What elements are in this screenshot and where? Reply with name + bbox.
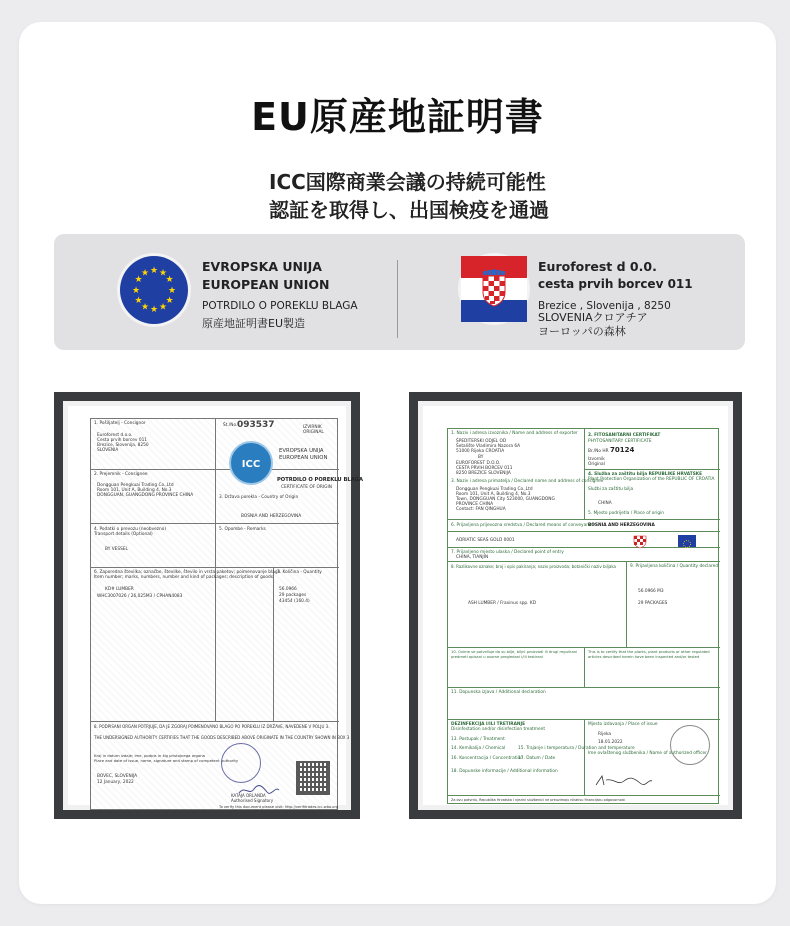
cl-place: BOVEC, SLOVENIJA xyxy=(97,774,138,779)
cr-treat-2: 14. Kemikalija / Chemical xyxy=(451,746,506,751)
cr-footer: Za ovu potvrdu, Republika Hrvatska i njezini službenici ne preuzimaju nikakvu financijsku odgovornost xyxy=(451,798,625,802)
cr-box7-label: 7. Prijavljeno mjesto ulaska / Declared point of entry xyxy=(451,550,564,555)
svg-text:★: ★ xyxy=(140,268,150,279)
cr-treat-3: 15. Trajanje i temperatura / Duration and temperature xyxy=(518,746,635,751)
eu-certificate-of-origin xyxy=(90,418,363,810)
page-title: EU原産地証明書 xyxy=(251,95,544,139)
svg-text:★: ★ xyxy=(149,305,159,315)
cr-place: Rijeka xyxy=(598,732,612,737)
cl-box6-label: 6. Zaporedna številka; označbe, številke, število in vrsta paketov; poimenovanje blaga xyxy=(94,570,281,575)
cr-consignee-2: Room 101, Unit A, Building 4, No.3 xyxy=(456,492,531,497)
cr-box12-label: DEZINFEKCIJA I/ILI TRETIRANJE xyxy=(451,722,526,727)
cr-box4-to: Službi za zaštitu bilja xyxy=(588,487,634,492)
cl-box8-en: THE UNDERSIGNED AUTHORITY CERTIFIES THAT THE GOODS DESCRIBED ABOVE ORIGINATE IN THE COUNTRY SHOWN IN BOX 3 xyxy=(94,735,350,740)
cr-origin: BOSNIA AND HERZEGOVINA xyxy=(588,523,655,528)
svg-text:★: ★ xyxy=(165,296,174,306)
cl-box4-sub: Transport details (Optional) xyxy=(94,532,153,537)
cl-serial: 093537 xyxy=(237,420,275,430)
cr-goods: ASH LUMBER / Fraxinus spp. KD xyxy=(468,601,537,606)
qr-code-icon xyxy=(296,761,330,795)
cl-consignee-1: Dongguan Pengkuai Trading Co.,Ltd xyxy=(97,483,174,488)
cr-box10-label: 10. Ovime se potvrđuje da su bilje, biljni proizvodi ili drugi regulirani predmeti opisani u ovome pregledani i/ili testirani xyxy=(451,650,578,659)
croatia-flag-icon xyxy=(461,256,527,322)
cr-treat-5: 17. Datum / Date xyxy=(518,756,556,761)
cr-qty-2: 29 PACKAGES xyxy=(638,601,668,606)
svg-text:★: ★ xyxy=(158,268,168,279)
cr-exporter-3: 51000 Rijeka CROATIA xyxy=(456,449,505,454)
certificate-frame-left xyxy=(54,392,363,819)
cl-goods-2: WHC3007026 / 26,025M3 / CPHAN4083 xyxy=(97,594,183,599)
banner-divider xyxy=(397,260,398,338)
cl-box5-label: 5. Opombe - Remarks xyxy=(219,527,266,532)
svg-text:★: ★ xyxy=(149,266,159,276)
cr-officer: Ime ovlaštenog službenika / Name of authorized officer xyxy=(588,751,707,756)
cl-transport: BY VESSEL xyxy=(105,547,128,552)
cr-treat-4: 16. Koncentracija / Concentration xyxy=(451,756,523,761)
cl-union-1: EVROPSKA UNIJA xyxy=(279,448,324,454)
cr-place-label: Mjesto izdavanja / Place of issue xyxy=(588,722,658,727)
cl-signatory-1: KATAJA ORLANDA xyxy=(231,793,266,798)
cr-consignee-5: Contact: FAN QINGHUA xyxy=(456,507,506,512)
cr-exporter-4: BY xyxy=(478,455,484,460)
cr-exporter-2: Šetalište Vladimira Nazora 6A xyxy=(456,444,521,449)
cl-box1-label: 1. Pošiljatelj - Consignor xyxy=(94,421,146,426)
cl-signatory-2: Authorised Signatory xyxy=(231,798,274,803)
cl-cert-title-2: CERTIFICATE OF ORIGIN xyxy=(281,485,332,490)
eu-flag-icon xyxy=(120,256,188,324)
svg-text:ICC: ICC xyxy=(241,459,261,470)
cl-origin: BOSNIA AND HERZEGOVINA xyxy=(241,514,302,519)
cl-box4-label: 4. Podatki o prevozu (neobvezno) xyxy=(94,527,167,532)
cr-consignee-4: PROVINCE CHINA xyxy=(456,502,494,507)
cr-consignee-1: Dongguan Pengkuai Trading Co.,Ltd xyxy=(456,487,533,492)
cl-box2-label: 2. Prejemnik - Consignee xyxy=(94,472,148,477)
cl-qty-2: 29 packages xyxy=(279,593,307,598)
cl-consignor-1: Euroforest d.o.o. xyxy=(97,433,133,438)
cr-box9-label: 9. Prijavljena količina / Quantity declared xyxy=(630,564,719,569)
cr-box2-label: 2. FITOSANITARNI CERTIFIKAT xyxy=(588,433,661,438)
cl-box6-sub: Item number; marks, numbers, number and kind of packages; description of goods xyxy=(94,575,274,580)
eu-small-flag-icon xyxy=(678,535,696,547)
cr-box12-sub: Disinfestation and/or disinfection treatment xyxy=(451,727,546,732)
certificate-paper-right xyxy=(418,401,733,810)
icc-logo-icon xyxy=(229,441,273,485)
cl-consignee-3: DONGGUAN, GUANGDONG PROVINCE CHINA xyxy=(97,493,194,498)
cr-conveyance: ADRIATIC SEAS GOLD 0001 xyxy=(456,538,515,543)
banner-eu-line4: 原産地証明書EU製造 xyxy=(202,317,306,330)
cl-union-2: EUROPEAN UNION xyxy=(279,455,328,461)
cr-box10-en: This is to certify that the plants, plant products or other regulated articles described herein have been inspected and/or tested xyxy=(588,650,710,659)
cr-destination: CHINA xyxy=(598,501,612,506)
banner-eu-line3: POTRDILO O POREKLU BLAGA xyxy=(202,300,358,312)
cl-serial-prefix: Št./No. xyxy=(223,423,238,428)
officer-signature-icon xyxy=(594,773,654,792)
cl-consignor-3: Brezice, Slovenija, 8250 xyxy=(97,443,149,448)
cr-exporter-7: 8250 BREZICE SLOVENIJA xyxy=(456,471,511,476)
subtitle-line-1: ICC国際商業会議の持続可能性 xyxy=(269,170,546,194)
origin-banner xyxy=(54,234,745,350)
banner-street: cesta prvih borcev 011 xyxy=(538,277,693,291)
svg-text:★: ★ xyxy=(165,275,174,285)
cr-exporter-1: ŠPEDITERSKI ODJEL OD xyxy=(456,439,507,444)
svg-text:★: ★ xyxy=(140,302,150,313)
cl-verify: To verify this document please visit: http://verifitrades.icc-wbo.org xyxy=(219,805,339,809)
cl-original-2: ORIGINAL xyxy=(303,430,324,435)
cl-goods-1: KD# LUMBER xyxy=(105,587,134,592)
cr-consignee-3: Town, DONGGUAN City 523000, GUANGDONG xyxy=(456,497,555,502)
cl-consignee-2: Room 101, Unit A, Building 4, No.3 xyxy=(97,488,172,493)
cr-cert-no-label: Br./No HR xyxy=(588,449,609,454)
cr-box2-sub: PHYTOSANITARY CERTIFICATE xyxy=(588,439,652,444)
banner-eu-line2: EUROPEAN UNION xyxy=(202,277,330,292)
banner-eu-line1: EVROPSKA UNIJA xyxy=(202,259,322,274)
cr-date: 18.01.2022 xyxy=(598,740,623,745)
chamber-stamp-icon xyxy=(221,743,261,783)
svg-text:★: ★ xyxy=(134,296,143,306)
cr-qty-1: 56.0966 M3 xyxy=(638,589,664,594)
banner-company: Euroforest d 0.0. xyxy=(538,259,657,274)
cr-box1-label: 1. Naziv i adresa izvoznika / Name and address of exporter xyxy=(451,431,578,436)
svg-text:★: ★ xyxy=(134,275,143,285)
cl-consignor-4: SLOVENIA xyxy=(97,448,119,453)
svg-text:★: ★ xyxy=(167,286,177,296)
cr-box18-label: 18. Dopunske informacije / Additional information xyxy=(451,769,558,774)
cr-treat-1: 13. Postupak / Treatment xyxy=(451,737,505,742)
cr-box8-label: 8. Razlikovne oznake; broj i opis pakiranja; naziv proizvoda; botanički naziv biljaka xyxy=(451,564,617,569)
cl-date: 12 January, 2022 xyxy=(97,780,134,785)
cr-box3-label: 3. Naziv i adresa primatelja / Declared name and address of consignee xyxy=(451,479,604,484)
svg-text:★: ★ xyxy=(158,302,168,313)
banner-jp-line1: SLOVENIAクロアチア xyxy=(538,311,648,324)
cr-box4-label: 4. Služba za zaštitu bilja REPUBLIKE HRVATSKE xyxy=(588,472,703,477)
cr-box6-label: 6. Prijavljena prijevozna sredstva / Declared means of conveyance xyxy=(451,523,594,528)
cr-cert-no: 70124 xyxy=(610,446,635,454)
croatia-stamp-icon xyxy=(670,725,710,765)
cr-box4-sub: Plant Protection Organization of the REPUBLIC OF CROATIA xyxy=(588,477,715,482)
cl-consignor-2: Cesta prvih borcev 011 xyxy=(97,438,148,443)
cl-box8-label: 8. PODPISANI ORGAN POTRJUJE, DA JE ZGORAJ POIMENOVANO BLAGO PO POREKLU IZ DRŽAVE, NAVEDENE V POLJU 3. xyxy=(94,724,330,729)
banner-city: Brezice , Slovenija , 8250 xyxy=(538,300,671,312)
cr-exporter-5: EUROFOREST D.O.O. xyxy=(456,461,501,466)
cl-qty-3: 43454 (160.4) xyxy=(279,599,310,604)
cl-place-en: Place and date of issue, name, signature and stamp of competent authority xyxy=(94,758,239,763)
subtitle-line-2: 認証を取得し、出国検疫を通過 xyxy=(269,198,549,222)
banner-jp-line2: ヨーロッパの森林 xyxy=(538,325,626,338)
phytosanitary-certificate xyxy=(447,428,719,804)
cl-original-1: IZVIRNIK xyxy=(303,425,322,430)
croatia-coat-icon xyxy=(634,533,646,547)
cl-place-label: Kraj in datum izdaje; ime, podpis in žig pristojnega organa xyxy=(94,753,205,758)
cl-box7-label: 7. Količina - Quantity xyxy=(277,570,322,575)
certificate-paper-left xyxy=(63,401,363,810)
subtitle xyxy=(269,168,549,224)
cr-box5-label: 5. Mjesto podrijetla / Place of origin xyxy=(588,511,665,516)
cl-qty-1: 56.0966 xyxy=(279,587,297,592)
cr-original-1: Izvornik xyxy=(588,457,605,462)
cl-box3-label: 3. Država porekla - Country of Origin xyxy=(219,495,299,500)
certificate-frame-right xyxy=(409,392,742,819)
cr-exporter-6: CESTA PRVIH BORCEV 011 xyxy=(456,466,513,471)
svg-text:★: ★ xyxy=(131,286,141,296)
cr-box11-label: 11. Dopunska izjava / Additional declaration xyxy=(451,690,546,695)
cr-entry: CHINA, TIANJIN xyxy=(456,555,489,560)
cr-original-2: Original xyxy=(588,462,605,467)
cl-cert-title-1: POTRDILO O POREKLU BLAGA xyxy=(277,477,363,483)
